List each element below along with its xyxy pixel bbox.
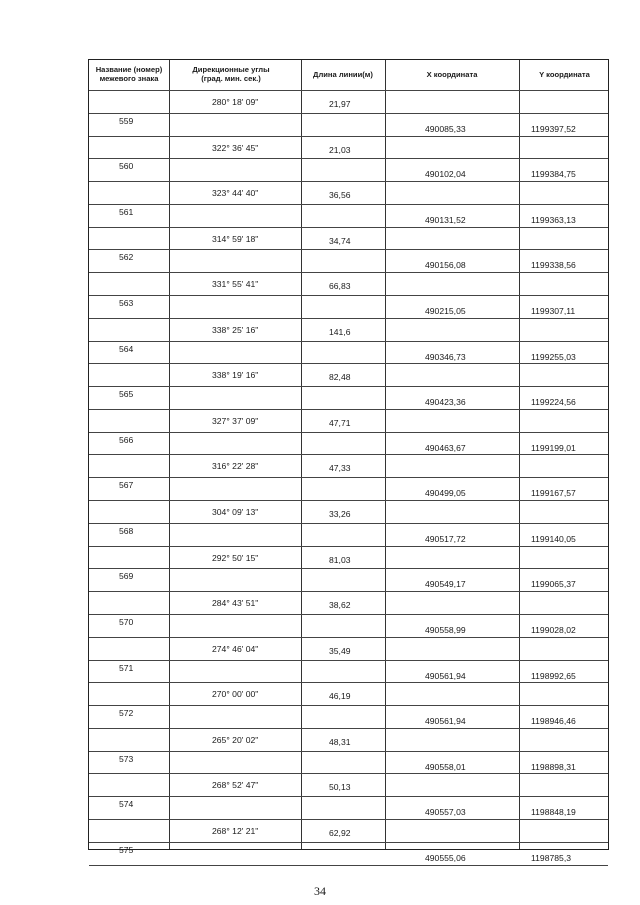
x-coordinate-cell: 490499,05 [425, 488, 466, 499]
y-coordinate-cell: 1199224,56 [531, 397, 576, 408]
angle-cell: 268° 52' 47" [212, 780, 259, 791]
y-coordinate-cell: 1198898,31 [531, 761, 576, 772]
table-row-divider [89, 249, 608, 250]
table-row-divider [89, 660, 608, 661]
table-row-divider [89, 637, 608, 638]
length-cell: 47,71 [329, 417, 351, 428]
table-row-divider [89, 204, 608, 205]
table-row-divider [89, 568, 608, 569]
y-coordinate-cell: 1198848,19 [531, 807, 576, 818]
point-name-cell: 565 [119, 389, 134, 400]
x-coordinate-cell: 490131,52 [425, 214, 466, 225]
angle-cell: 270° 00' 00" [212, 689, 259, 700]
length-cell: 35,49 [329, 645, 351, 656]
table-row-divider [89, 90, 608, 91]
x-coordinate-cell: 490558,99 [425, 624, 466, 635]
point-name-cell: 571 [119, 662, 134, 673]
table-row-divider [89, 546, 608, 547]
x-coordinate-cell: 490156,08 [425, 260, 466, 271]
table-row-divider [89, 523, 608, 524]
angle-cell: 314° 59' 18" [212, 233, 259, 244]
y-coordinate-cell: 1199384,75 [531, 169, 576, 180]
table-row-divider [89, 113, 608, 114]
length-cell: 36,56 [329, 190, 351, 201]
x-coordinate-cell: 490561,94 [425, 670, 466, 681]
table-row-divider [89, 728, 608, 729]
table-row-divider [89, 432, 608, 433]
table-row-divider [89, 363, 608, 364]
angle-cell: 265° 20' 02" [212, 734, 259, 745]
table-row-divider [89, 682, 608, 683]
table-row-divider [89, 318, 608, 319]
x-coordinate-cell: 490555,06 [425, 852, 466, 863]
coordinates-table [88, 59, 609, 863]
y-coordinate-cell: 1199065,37 [531, 579, 576, 590]
angle-cell: 292° 50' 15" [212, 552, 259, 563]
length-cell: 81,03 [329, 554, 351, 565]
y-coordinate-cell: 1199167,57 [531, 488, 576, 499]
table-row-divider [89, 591, 608, 592]
point-name-cell: 569 [119, 571, 134, 582]
y-coordinate-cell: 1199397,52 [531, 123, 576, 134]
x-coordinate-cell: 490346,73 [425, 351, 466, 362]
point-name-cell: 573 [119, 753, 134, 764]
table-row-divider [89, 272, 608, 273]
header-angle: Дирекционные углы (град. мин. сек.) [192, 65, 270, 83]
y-coordinate-cell: 1199363,13 [531, 214, 576, 225]
point-name-cell: 568 [119, 525, 134, 536]
y-coordinate-cell: 1199199,01 [531, 442, 576, 453]
length-cell: 21,97 [329, 99, 351, 109]
length-cell: 34,74 [329, 235, 351, 246]
length-cell: 38,62 [329, 600, 351, 611]
table-row-divider [89, 819, 608, 820]
header-name: Название (номер) межевого знака [95, 65, 163, 83]
y-coordinate-cell: 1199140,05 [531, 533, 576, 544]
angle-cell: 280° 18' 09" [212, 97, 259, 107]
y-coordinate-cell: 1198946,46 [531, 716, 576, 727]
length-cell: 141,6 [329, 326, 351, 337]
point-name-cell: 572 [119, 708, 134, 719]
table-row-divider [89, 227, 608, 228]
x-coordinate-cell: 490557,03 [425, 807, 466, 818]
table-row-divider [89, 477, 608, 478]
header-x: X координата [426, 69, 478, 79]
table-row-divider [89, 614, 608, 615]
y-coordinate-cell: 1199307,11 [531, 306, 576, 317]
angle-cell: 268° 12' 21" [212, 825, 259, 836]
angle-cell: 338° 25' 16" [212, 324, 259, 335]
length-cell: 46,19 [329, 691, 351, 702]
table-row-divider [89, 796, 608, 797]
table-row-divider [89, 773, 608, 774]
table-row-divider [89, 409, 608, 410]
point-name-cell: 574 [119, 799, 134, 810]
angle-cell: 322° 36' 45" [212, 142, 259, 153]
header-y: Y координата [539, 69, 590, 79]
point-name-cell: 570 [119, 616, 134, 627]
x-coordinate-cell: 490561,94 [425, 716, 466, 727]
y-coordinate-cell: 1199338,56 [531, 260, 576, 271]
angle-cell: 323° 44' 40" [212, 188, 259, 199]
table-row-divider [89, 500, 608, 501]
table-row-divider [89, 295, 608, 296]
x-coordinate-cell: 490549,17 [425, 579, 466, 590]
angle-cell: 284° 43' 51" [212, 598, 259, 609]
table-row-divider [89, 386, 608, 387]
point-name-cell: 560 [119, 161, 134, 172]
x-coordinate-cell: 490085,33 [425, 123, 466, 134]
point-name-cell: 566 [119, 434, 134, 445]
length-cell: 33,26 [329, 509, 351, 520]
y-coordinate-cell: 1198992,65 [531, 670, 576, 681]
y-coordinate-cell: 1198785,3 [531, 852, 571, 863]
point-name-cell: 563 [119, 298, 134, 309]
table-row-divider [89, 181, 608, 182]
point-name-cell: 567 [119, 480, 134, 491]
point-name-cell: 559 [119, 115, 134, 126]
table-row-divider [89, 136, 608, 137]
length-cell: 48,31 [329, 736, 351, 747]
header-length: Длина линии(м) [313, 69, 373, 79]
x-coordinate-cell: 490102,04 [425, 169, 466, 180]
angle-cell: 274° 46' 04" [212, 643, 259, 654]
angle-cell: 338° 19' 16" [212, 370, 259, 381]
angle-cell: 316° 22' 28" [212, 461, 259, 472]
length-cell: 50,13 [329, 782, 351, 793]
table-row-divider [89, 454, 608, 455]
point-name-cell: 561 [119, 206, 134, 217]
length-cell: 66,83 [329, 281, 351, 292]
table-row-divider [89, 341, 608, 342]
table-row-divider [89, 705, 608, 706]
y-coordinate-cell: 1199028,02 [531, 624, 576, 635]
table-row-divider [89, 865, 608, 866]
x-coordinate-cell: 490558,01 [425, 761, 466, 772]
length-cell: 21,03 [329, 144, 351, 155]
length-cell: 62,92 [329, 827, 351, 838]
table-row-divider [89, 842, 608, 843]
x-coordinate-cell: 490463,67 [425, 442, 466, 453]
y-coordinate-cell: 1199255,03 [531, 351, 576, 362]
page-number: 34 [314, 884, 326, 898]
table-row-divider [89, 751, 608, 752]
length-cell: 47,33 [329, 463, 351, 474]
angle-cell: 331° 55' 41" [212, 279, 259, 290]
angle-cell: 327° 37' 09" [212, 415, 259, 426]
x-coordinate-cell: 490517,72 [425, 533, 466, 544]
x-coordinate-cell: 490215,05 [425, 306, 466, 317]
point-name-cell: 564 [119, 343, 134, 354]
length-cell: 82,48 [329, 372, 351, 383]
point-name-cell: 562 [119, 252, 134, 263]
point-name-cell: 575 [119, 844, 134, 855]
angle-cell: 304° 09' 13" [212, 507, 259, 518]
table-row-divider [89, 158, 608, 159]
x-coordinate-cell: 490423,36 [425, 397, 466, 408]
